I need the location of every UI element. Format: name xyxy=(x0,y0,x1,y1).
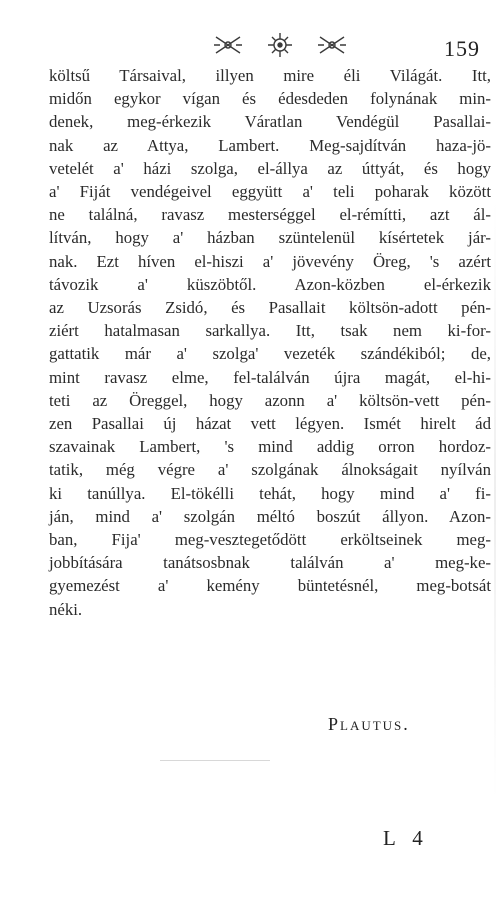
author-name: Plautus. xyxy=(328,714,410,734)
text-line: távozik a' küszöbtől. Azon-közben el-érkezik xyxy=(49,274,491,294)
text-line: lítván, hogy a' házban szüntelenül kísértetek jár- xyxy=(49,228,491,248)
text-line: zen Pasallai új házat vett légyen. Ismét hirelt ád xyxy=(49,414,491,434)
text-line: midőn egykor vígan és édesdeden folynának min- xyxy=(49,89,491,109)
text-line: gyemezést a' kemény büntetésnél, meg-botsát xyxy=(49,576,491,596)
crossed-ornament-icon xyxy=(210,30,350,60)
text-line: ne találná, ravasz mesterséggel el-rémítti, azt ál- xyxy=(49,205,491,225)
text-line: ján, mind a' szolgán méltó boszút állyon. Azon- xyxy=(49,506,491,526)
text-line: ziért hatalmasan sarkallya. Itt, tsak nem ki-for- xyxy=(49,321,491,341)
text-line: teti az Öreggel, hogy azonn a' költsön-vett pén- xyxy=(49,390,491,410)
text-line: gattatik már a' szolga' vezeték szándékiból; de, xyxy=(49,344,491,364)
body-text xyxy=(49,64,491,621)
text-line: ki tanúllya. El-tökélli tehát, hogy mind a' fi- xyxy=(49,483,491,503)
text-line: az Uzsorás Zsidó, és Pasallait költsön-adott pén- xyxy=(49,298,491,318)
page-number: 159 xyxy=(444,36,480,61)
text-line: a' Fiját vendégeivel eggyütt a' teli poharak között xyxy=(49,182,491,202)
text-line: néki. xyxy=(49,599,83,619)
text-line: költsű Társaival, illyen mire éli Világát. Itt, xyxy=(49,66,491,85)
signature-mark: L 4 xyxy=(383,826,429,850)
text-line: ban, Fija' meg-vesztegetődött erköltseinek meg- xyxy=(49,530,491,550)
text-line: vetelét a' házi szolga, el-állya az úttyát, és hogy xyxy=(49,158,491,178)
page-edge-shadow xyxy=(494,200,496,800)
text-line: szavainak Lambert, 's mind addig orron hordoz- xyxy=(49,437,491,457)
text-line: jobbítására tanátsosbnak találván a' meg-ke- xyxy=(49,553,491,573)
text-line: nak az Attya, Lambert. Meg-sajdítván haza-jö- xyxy=(49,135,491,155)
text-line: mint ravasz elme, fel-találván újra magát, el-hi- xyxy=(49,367,491,387)
divider xyxy=(160,760,270,761)
text-line: tatik, még végre a' szolgának álnokságait nyílván xyxy=(49,460,491,480)
text-line: denek, meg-érkezik Váratlan Vendégül Pasallai- xyxy=(49,112,491,132)
text-line: nak. Ezt híven el-hiszi a' jövevény Öreg, 's azért xyxy=(49,251,491,271)
